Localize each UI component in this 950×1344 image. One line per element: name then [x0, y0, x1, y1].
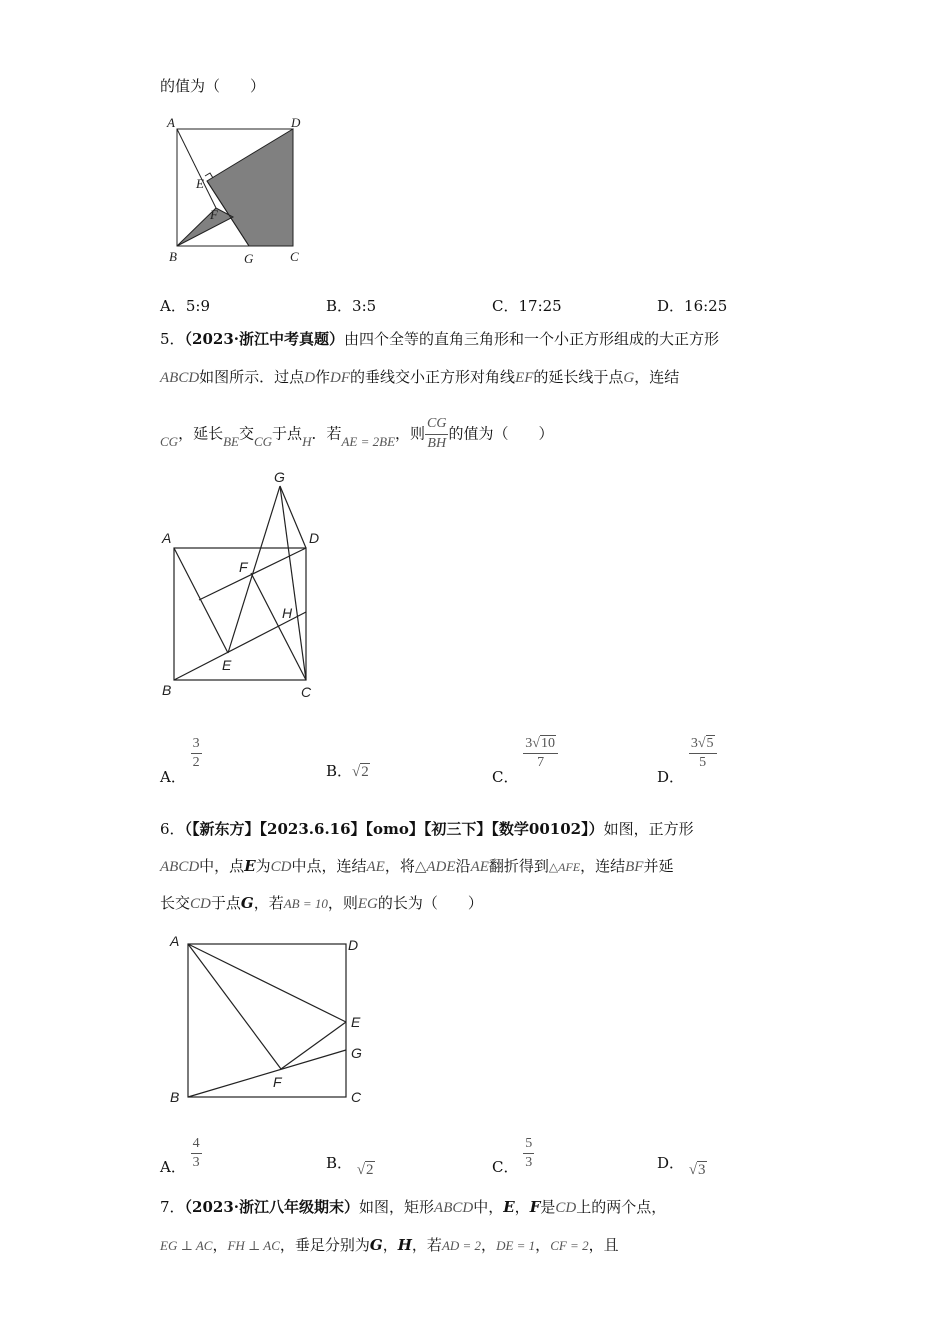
q4-label-G: G: [244, 251, 254, 266]
q6-option-a[interactable]: A． $\frac{4}{3}$: [160, 1136, 200, 1176]
q6-label-G: G: [351, 1045, 362, 1061]
q5-option-d[interactable]: D． $\frac{3√5}{5}$: [657, 736, 717, 771]
q4-option-b[interactable]: B．3:5: [326, 297, 377, 315]
q5-option-a[interactable]: A． $\frac{3}{2}$: [160, 736, 200, 786]
q7-line-1: 7．（2023·浙江八年级期末）如图，矩形ABCD中，E，F是CD上的两个点，: [160, 1198, 667, 1216]
q6-line-2: ABCD中，点E为CD中点，连结AE，将△ADE沿AE翻折得到△AFE，连结BF并延: [160, 857, 674, 875]
q5-option-b[interactable]: B．√2: [326, 762, 369, 780]
q6-line-3: 长交CD于点G，若AB = 10，则EG的长为（ ）: [160, 894, 483, 912]
q4-right-angle-mark: [205, 173, 213, 178]
q5-line-BH: [174, 612, 306, 680]
q6-label-A: A: [170, 933, 180, 949]
q6-label-C: C: [351, 1089, 362, 1105]
q5-label-A: A: [162, 530, 172, 546]
q5-label-H: H: [282, 605, 293, 621]
q4-label-D: D: [291, 115, 301, 130]
q4-label-F: F: [210, 207, 218, 222]
q7-line-2: EG ⊥ AC，FH ⊥ AC，垂足分别为G，H，若AD = 2，DE = 1，CF = 2，且: [160, 1236, 619, 1254]
q5-line-2: ABCD如图所示．过点D作DF的垂线交小正方形对角线EF的延长线于点G，连结: [160, 368, 680, 386]
q5-option-c[interactable]: C． $\frac{3√10}{7}$: [492, 736, 558, 771]
q6-label-F: F: [273, 1074, 282, 1090]
q5-line-CF: [251, 573, 306, 680]
q6-line-BG: [188, 1050, 346, 1097]
q4-shaded-triangle: [177, 208, 233, 246]
q5-label-D: D: [309, 530, 320, 546]
q6-label-B: B: [170, 1089, 180, 1105]
q6-label-D: D: [348, 937, 359, 953]
q5-label-G: G: [274, 469, 285, 485]
q5-figure: [160, 469, 330, 702]
q6-option-c[interactable]: C． $\frac{5}{3}$: [492, 1136, 533, 1176]
continued-question-tail: 的值为（ ）: [160, 77, 266, 95]
q4-line-AF: [177, 129, 216, 208]
q5-line-3: CG，延长BE交CG于点H．若AE = 2BE，则 $\frac{CG}{BH}$ 的值为（ ）: [160, 416, 554, 451]
q4-label-E: E: [196, 176, 204, 191]
q6-label-E: E: [351, 1014, 361, 1030]
q5-label-F: F: [239, 559, 248, 575]
q5-line-1: 5．（2023·浙江中考真题）由四个全等的直角三角形和一个小正方形组成的大正方形: [160, 330, 720, 348]
q6-option-b[interactable]: B． √2: [326, 1154, 374, 1178]
q6-option-d[interactable]: D． √3: [657, 1154, 706, 1178]
q5-label-E: E: [222, 657, 232, 673]
q6-line-1: 6．（【新东方】【2023.6.16】【omo】【初三下】【数学00102】）如图，正方形: [160, 820, 694, 838]
q5-ratio: $\frac{CG}{BH}$: [427, 416, 447, 451]
q6-line-FE: [281, 1022, 346, 1069]
q5-line-AE: [174, 548, 228, 653]
q5-label-B: B: [162, 682, 172, 698]
q4-label-B: B: [169, 249, 177, 264]
q6-figure: [160, 928, 370, 1108]
q4-shaded-quad: [207, 129, 293, 246]
q4-option-d[interactable]: D．16:25: [657, 297, 728, 315]
q6-line-AF: [188, 944, 281, 1069]
q5-line-EG: [228, 486, 280, 653]
q5-label-C: C: [301, 684, 312, 700]
q4-option-a[interactable]: A．5:9: [160, 297, 210, 315]
q4-label-C: C: [290, 249, 299, 264]
q4-label-A: A: [167, 115, 175, 130]
q6-line-AE: [188, 944, 346, 1022]
q4-figure: [160, 112, 320, 272]
q5-line-GC: [280, 486, 306, 680]
q4-option-c[interactable]: C．17:25: [492, 297, 562, 315]
